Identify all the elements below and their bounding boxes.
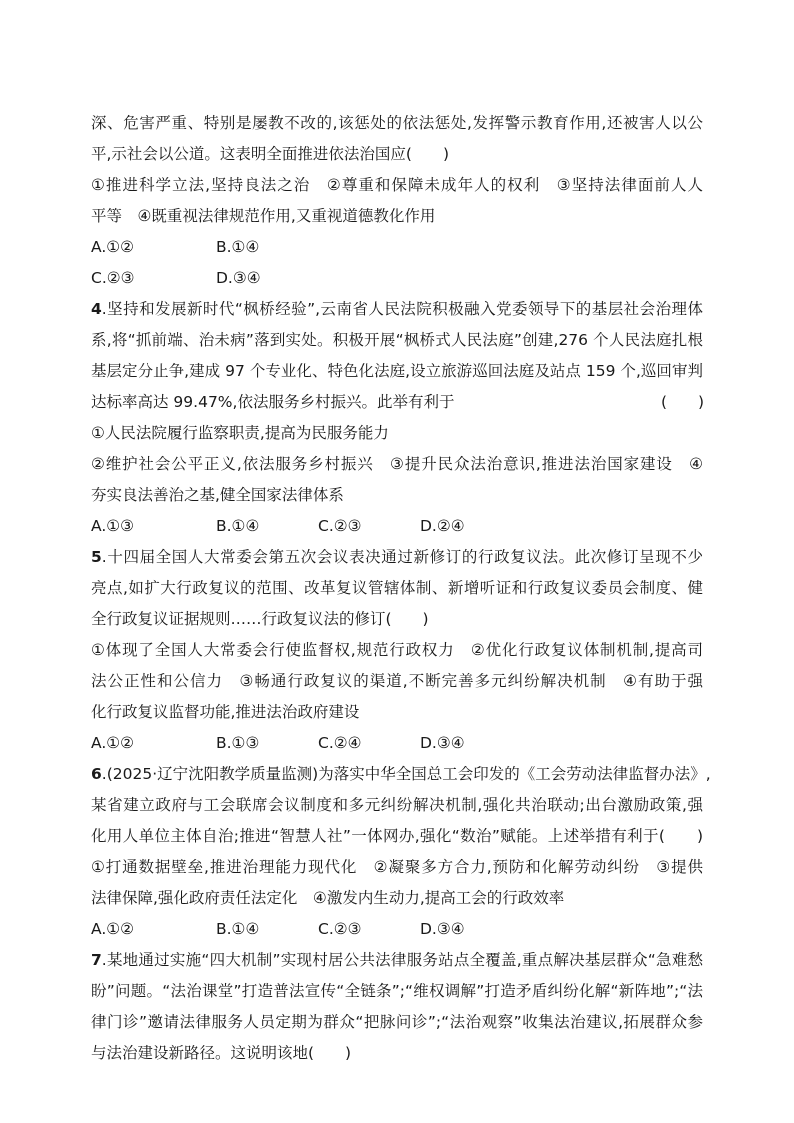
q4-option-b[interactable]: B.①④ (216, 517, 260, 535)
q6-option-c[interactable]: C.②③ (318, 920, 362, 938)
q4-answer-paren[interactable]: ( ) (661, 393, 705, 411)
q3-option-b[interactable]: B.①④ (216, 238, 260, 256)
q6-number: 6 (91, 765, 102, 783)
q5-option-a[interactable]: A.①② (91, 734, 135, 752)
q6-items-line-2: 法律保障,强化政府责任法定化 ④激发内生动力,提高工会的行政效率 (91, 889, 565, 907)
q3-items-line-1: ①推进科学立法,坚持良法之治 ②尊重和保障未成年人的权利 ③坚持法律面前人人 (91, 176, 703, 194)
q4-option-d[interactable]: D.②④ (420, 517, 465, 535)
q7-stem-line-3: 律门诊”邀请法律服务人员定期为群众“把脉问诊”;“法治观察”收集法治建议,拓展群众参 (91, 1013, 703, 1031)
q6-option-b[interactable]: B.①④ (216, 920, 260, 938)
q5-stem-line-2: 亮点,如扩大行政复议的范围、改革复议管辖体制、新增听证和行政复议委员会制度、健 (91, 579, 703, 597)
q3-option-a[interactable]: A.①② (91, 238, 135, 256)
q6-option-d[interactable]: D.③④ (420, 920, 465, 938)
q6-stem-line-3: 化用人单位主体自治;推进“智慧人社”一体网办,强化“数治”赋能。上述举措有利于( ) (91, 827, 703, 845)
q3-stem-line-1: 深、危害严重、特别是屡教不改的,该惩处的依法惩处,发挥警示教育作用,还被害人以公 (91, 114, 703, 132)
q4-stem-line-4: 达标率高达 99.47%,依法服务乡村振兴。此举有利于 (91, 393, 455, 411)
q5-items-line-2: 法公正性和公信力 ③畅通行政复议的渠道,不断完善多元纠纷解决机制 ④有助于强 (91, 672, 703, 690)
q6-option-a[interactable]: A.①② (91, 920, 135, 938)
q4-items-line-1: ①人民法院履行监察职责,提高为民服务能力 (91, 424, 389, 442)
q5-option-b[interactable]: B.①③ (216, 734, 260, 752)
q7-stem-line-2: 盼”问题。“法治课堂”打造普法宣传“全链条”;“维权调解”打造矛盾纠纷化解“新阵地”;“法 (91, 982, 703, 1000)
q5-items-line-3: 化行政复议监督功能,推进法治政府建设 (91, 703, 360, 721)
q3-items-line-2: 平等 ④既重视法律规范作用,又重视道德教化作用 (91, 207, 436, 225)
q6-stem-line-2: 某省建立政府与工会联席会议制度和多元纠纷解决机制,强化共治联动;出台激励政策,强 (91, 796, 703, 814)
q5-stem-line-1: 5.十四届全国人大常委会第五次会议表决通过新修订的行政复议法。此次修订呈现不少 (91, 548, 703, 566)
q4-stem-line-2: 系,将“抓前端、治未病”落到实处。积极开展“枫桥式人民法庭”创建,276 个人民法庭扎根 (91, 331, 703, 349)
q4-option-c[interactable]: C.②③ (318, 517, 362, 535)
q5-stem-line-3: 全行政复议证据规则……行政复议法的修订( ) (91, 610, 429, 628)
q4-number: 4 (91, 300, 102, 318)
q3-stem-line-2: 平,示社会以公道。这表明全面推进依法治国应( ) (91, 145, 450, 163)
q7-stem-line-1: 7.某地通过实施“四大机制”实现村居公共法律服务站点全覆盖,重点解决基层群众“急难愁 (91, 951, 703, 969)
q5-option-c[interactable]: C.②④ (318, 734, 362, 752)
q5-option-d[interactable]: D.③④ (420, 734, 465, 752)
q6-items-line-1: ①打通数据壁垒,推进治理能力现代化 ②凝聚多方合力,预防和化解劳动纠纷 ③提供 (91, 858, 703, 876)
q5-number: 5 (91, 548, 102, 566)
q4-stem-line-1: 4.坚持和发展新时代“枫桥经验”,云南省人民法院积极融入党委领导下的基层社会治理体 (91, 300, 703, 318)
q5-items-line-1: ①体现了全国人大常委会行使监督权,规范行政权力 ②优化行政复议体制机制,提高司 (91, 641, 703, 659)
q6-stem-line-1: 6.(2025·辽宁沈阳教学质量监测)为落实中华全国总工会印发的《工会劳动法律监督办法》, (91, 765, 711, 783)
q3-option-d[interactable]: D.③④ (216, 269, 261, 287)
q4-items-line-3: 夯实良法善治之基,健全国家法律体系 (91, 486, 344, 504)
q7-stem-line-4: 与法治建设新路径。这说明该地( ) (91, 1044, 352, 1062)
q7-number: 7 (91, 951, 102, 969)
q3-option-c[interactable]: C.②③ (91, 269, 135, 287)
q4-stem-line-3: 基层定分止争,建成 97 个专业化、特色化法庭,设立旅游巡回法庭及站点 159 个,巡回审判 (91, 362, 703, 380)
q4-items-line-2: ②维护社会公平正义,依法服务乡村振兴 ③提升民众法治意识,推进法治国家建设 ④ (91, 455, 703, 473)
q4-option-a[interactable]: A.①③ (91, 517, 135, 535)
